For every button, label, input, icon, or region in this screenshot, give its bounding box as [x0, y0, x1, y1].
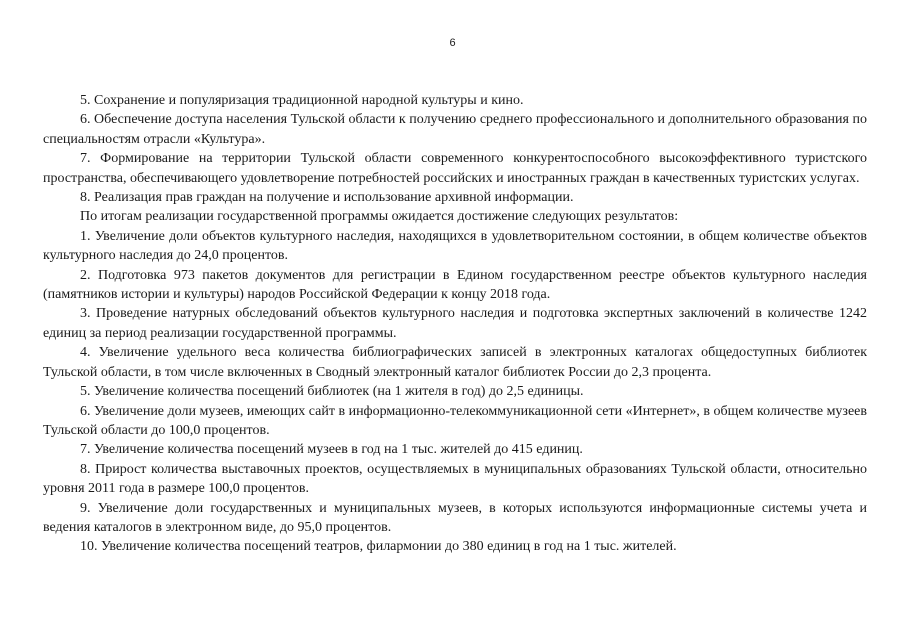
page-number: 6	[449, 37, 456, 49]
paragraph-result-8: 8. Прирост количества выставочных проектов, осуществляемых в муниципальных образованиях Тульской области, относительно уровня 2011 года в размере 100,0 процентов.	[43, 461, 867, 497]
paragraph-result-6: 6. Увеличение доли музеев, имеющих сайт в информационно-телекоммуникационной сети «Интернет», в общем количестве музеев Тульской области до 100,0 процентов.	[43, 403, 867, 438]
paragraph-goal-6: 6. Обеспечение доступа населения Тульской области к получению среднего профессионального и дополнительного образования по специальностям отрасли «Культура».	[43, 112, 867, 147]
paragraph-result-2: 2. Подготовка 973 пакетов документов для регистрации в Едином государственном реестре объектов культурного наследия (памятников истории и культуры) народов Российской Федерации к концу 2018 года.	[43, 267, 867, 303]
paragraph-result-10: 10. Увеличение количества посещений театров, филармонии до 380 единиц в год на 1 тыс. жителей.	[80, 539, 677, 555]
paragraph-result-4: 4. Увеличение удельного веса количества библиографических записей в электронных каталогах общедоступных библиотек Тульской области, в том числе включенных в Сводный электронный каталог библиотек России до 2,3 процента.	[43, 345, 867, 380]
paragraph-result-1: 1. Увеличение доли объектов культурного наследия, находящихся в удовлетворительном состоянии, в общем количестве объектов культурного наследия до 24,0 процентов.	[43, 228, 867, 264]
paragraph-goal-8: 8. Реализация прав граждан на получение и использование архивной информации.	[80, 190, 574, 206]
paragraph-goal-7: 7. Формирование на территории Тульской области современного конкурентоспособного высокоэффективного туристского пространства, обеспечивающего удовлетворение потребностей российских и иностранных граждан в качественных туристских услугах.	[43, 151, 867, 186]
paragraph-result-3: 3. Проведение натурных обследований объектов культурного наследия и подготовка экспертных заключений в количестве 1242 единиц за период реализации государственной программы.	[43, 306, 867, 341]
paragraph-goal-5: 5. Сохранение и популяризация традиционной народной культуры и кино.	[80, 93, 524, 108]
paragraph-result-5: 5. Увеличение количества посещений библиотек (на 1 жителя в год) до 2,5 единицы.	[80, 384, 584, 400]
paragraph-result-7: 7. Увеличение количества посещений музеев в год на 1 тыс. жителей до 415 единиц.	[80, 442, 583, 458]
document-body	[43, 91, 867, 557]
paragraph-result-9: 9. Увеличение доли государственных и муниципальных музеев, в которых используются информационные системы учета и ведения каталогов в электронном виде, до 95,0 процентов.	[43, 500, 867, 535]
paragraph-results-intro: По итогам реализации государственной программы ожидается достижение следующих результатов:	[80, 209, 679, 225]
